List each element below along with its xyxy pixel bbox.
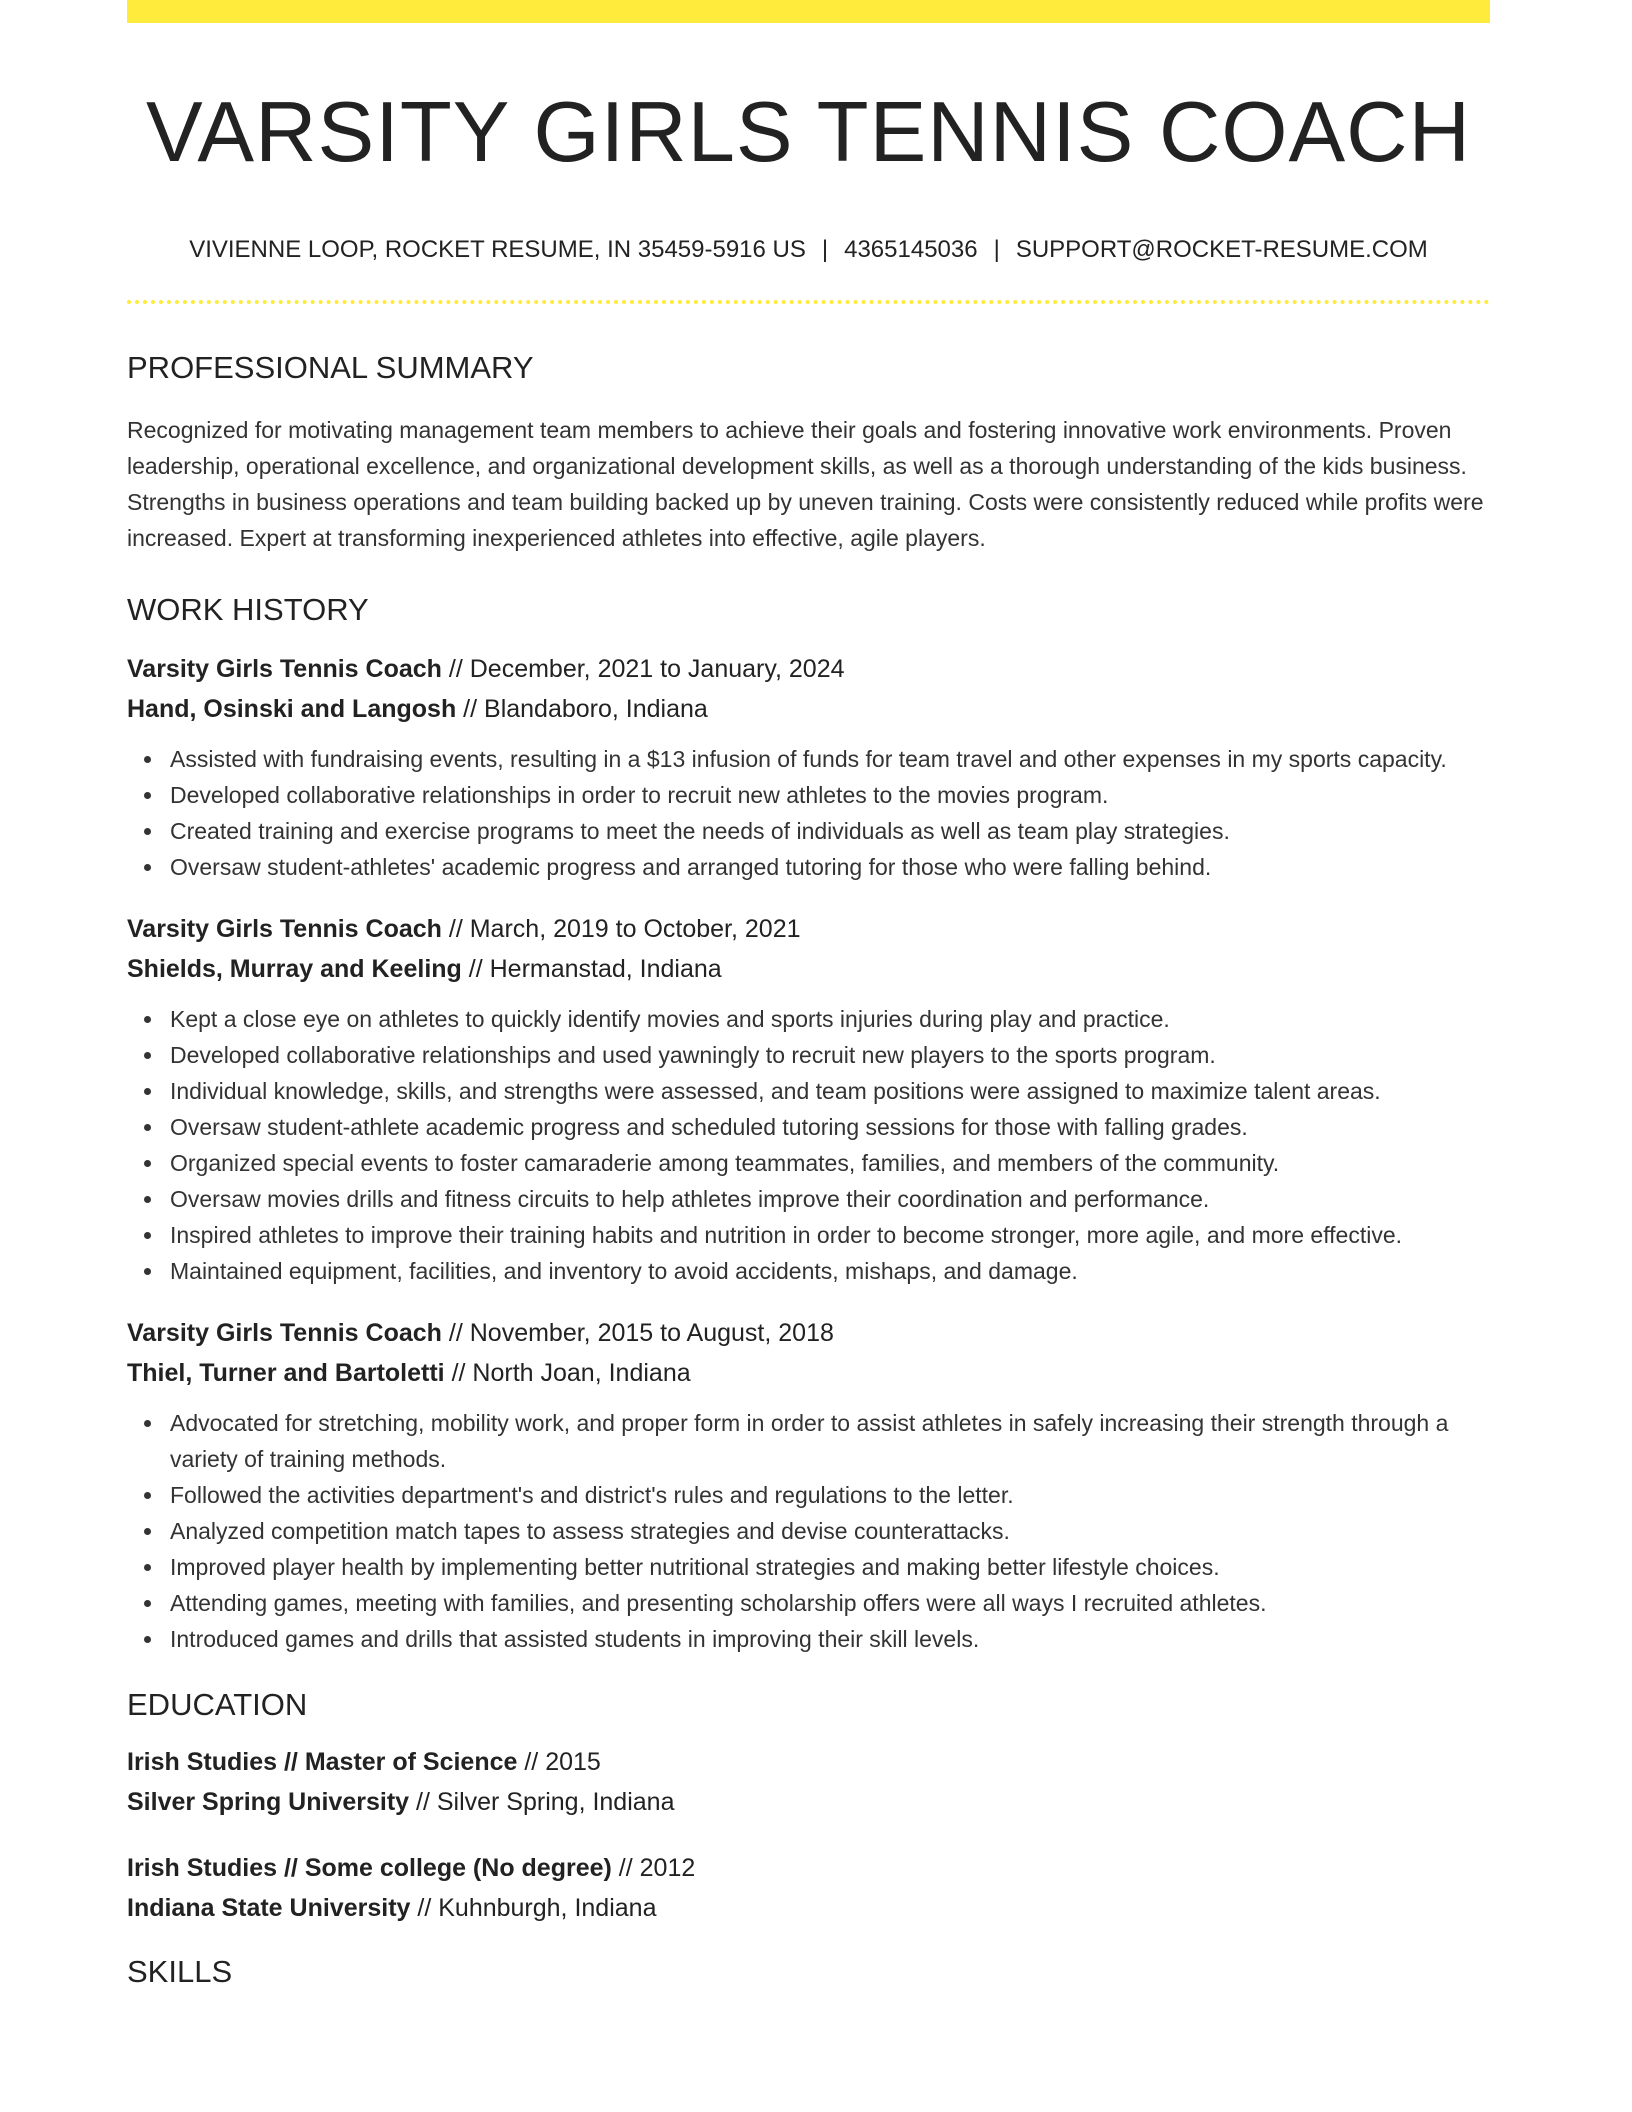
job-role-line	[127, 1313, 1490, 1353]
job-bullet: Attending games, meeting with families, and presenting scholarship offers were all ways I recruited athletes.	[170, 1585, 1490, 1621]
job-bullet: Assisted with fundraising events, resulting in a $13 infusion of funds for team travel and other expenses in my sports capacity.	[170, 741, 1490, 777]
job-bullet: Oversaw movies drills and fitness circuits to help athletes improve their coordination and performance.	[170, 1181, 1490, 1217]
contact-separator: |	[821, 236, 829, 263]
job-entry	[127, 909, 1490, 1289]
field-separator: //	[441, 655, 470, 683]
education-entry	[127, 1742, 1490, 1822]
job-dates: November, 2015 to August, 2018	[469, 1319, 834, 1347]
job-bullet: Kept a close eye on athletes to quickly identify movies and sports injuries during play and practice.	[170, 1001, 1490, 1037]
job-bullet-list	[127, 1405, 1490, 1657]
job-bullet: Improved player health by implementing better nutritional strategies and making better lifestyle choices.	[170, 1549, 1490, 1585]
job-role: Varsity Girls Tennis Coach	[127, 655, 442, 683]
job-location: Hermanstad, Indiana	[489, 955, 722, 983]
education-school-line	[127, 1782, 1490, 1822]
field-separator: //	[461, 955, 490, 983]
job-bullet: Advocated for stretching, mobility work, and proper form in order to assist athletes in safely increasing their strength through a variety of training methods.	[170, 1405, 1490, 1477]
job-company-line	[127, 949, 1490, 989]
job-bullet: Organized special events to foster camaraderie among teammates, families, and members of the community.	[170, 1145, 1490, 1181]
field-separator: //	[456, 695, 485, 723]
job-company: Thiel, Turner and Bartoletti	[127, 1359, 445, 1387]
contact-email: SUPPORT@ROCKET-RESUME.COM	[1015, 236, 1428, 263]
field-separator: //	[611, 1854, 640, 1882]
job-role: Varsity Girls Tennis Coach	[127, 915, 442, 943]
education-school: Indiana State University	[127, 1894, 411, 1922]
resume-page	[127, 0, 1490, 1987]
job-dates: December, 2021 to January, 2024	[469, 655, 845, 683]
education-year: 2012	[639, 1854, 696, 1882]
job-location: Blandaboro, Indiana	[484, 695, 708, 723]
field-separator: //	[441, 1319, 470, 1347]
education-year: 2015	[545, 1748, 601, 1776]
job-bullet: Individual knowledge, skills, and strengths were assessed, and team positions were assigned to maximize talent areas.	[170, 1073, 1490, 1109]
field-separator: //	[444, 1359, 473, 1387]
job-bullet: Introduced games and drills that assisted students in improving their skill levels.	[170, 1621, 1490, 1657]
education-entry	[127, 1848, 1490, 1928]
job-bullet: Analyzed competition match tapes to assess strategies and devise counterattacks.	[170, 1513, 1490, 1549]
job-company: Shields, Murray and Keeling	[127, 955, 462, 983]
job-location: North Joan, Indiana	[472, 1359, 691, 1387]
education-degree: Irish Studies // Some college (No degree)	[127, 1854, 612, 1882]
education-school-line	[127, 1888, 1490, 1928]
field-separator: //	[409, 1788, 437, 1816]
job-entry	[127, 1313, 1490, 1657]
job-bullet: Created training and exercise programs to meet the needs of individuals as well as team play strategies.	[170, 813, 1490, 849]
skills-heading: SKILLS	[127, 1954, 233, 1989]
education-degree: Irish Studies // Master of Science	[127, 1748, 518, 1776]
job-bullet: Inspired athletes to improve their training habits and nutrition in order to become stronger, more agile, and more effective.	[170, 1217, 1490, 1253]
work-history-heading: WORK HISTORY	[127, 592, 369, 627]
resume-title: VARSITY GIRLS TENNIS COACH	[146, 85, 1471, 180]
contact-line	[127, 238, 1490, 262]
job-bullet: Followed the activities department's and district's rules and regulations to the letter.	[170, 1477, 1490, 1513]
job-bullet-list	[127, 1001, 1490, 1289]
education-location: Kuhnburgh, Indiana	[438, 1894, 657, 1922]
education-degree-line	[127, 1848, 1490, 1888]
job-dates: March, 2019 to October, 2021	[469, 915, 801, 943]
job-company-line	[127, 689, 1490, 729]
job-bullet: Developed collaborative relationships in order to recruit new athletes to the movies program.	[170, 777, 1490, 813]
job-bullet: Oversaw student-athlete academic progress and scheduled tutoring sessions for those with falling grades.	[170, 1109, 1490, 1145]
contact-separator: |	[993, 236, 1000, 263]
education-degree-line	[127, 1742, 1490, 1782]
job-bullet: Maintained equipment, facilities, and inventory to avoid accidents, mishaps, and damage.	[170, 1253, 1490, 1289]
job-entry	[127, 649, 1490, 885]
job-company-line	[127, 1353, 1490, 1393]
field-separator: //	[410, 1894, 439, 1922]
field-separator: //	[441, 915, 470, 943]
job-role: Varsity Girls Tennis Coach	[127, 1319, 442, 1347]
contact-phone: 4365145036	[844, 236, 978, 263]
job-bullet: Oversaw student-athletes' academic progress and arranged tutoring for those who were falling behind.	[170, 849, 1490, 885]
job-bullet: Developed collaborative relationships and used yawningly to recruit new players to the sports program.	[170, 1037, 1490, 1073]
education-location: Silver Spring, Indiana	[436, 1788, 675, 1816]
summary-heading: PROFESSIONAL SUMMARY	[127, 350, 534, 385]
dotted-divider	[127, 300, 1490, 304]
contact-address: VIVIENNE LOOP, ROCKET RESUME, IN 35459-5916 US	[189, 236, 806, 263]
summary-text: Recognized for motivating management team members to achieve their goals and fostering innovative work environments. Proven leadership, operational excellence, and organizational development skills, as well as a thorough understanding of the kids business. Strengths in business operations and team building backed up by uneven training. Costs were consistently reduced while profits were increased. Expert at transforming inexperienced athletes into effective, agile players.	[127, 417, 1484, 551]
job-company: Hand, Osinski and Langosh	[127, 695, 457, 723]
job-role-line	[127, 649, 1490, 689]
education-heading: EDUCATION	[127, 1687, 308, 1722]
job-bullet-list	[127, 741, 1490, 885]
education-school: Silver Spring University	[127, 1788, 410, 1816]
accent-top-bar	[127, 0, 1490, 23]
job-role-line	[127, 909, 1490, 949]
field-separator: //	[517, 1748, 546, 1776]
